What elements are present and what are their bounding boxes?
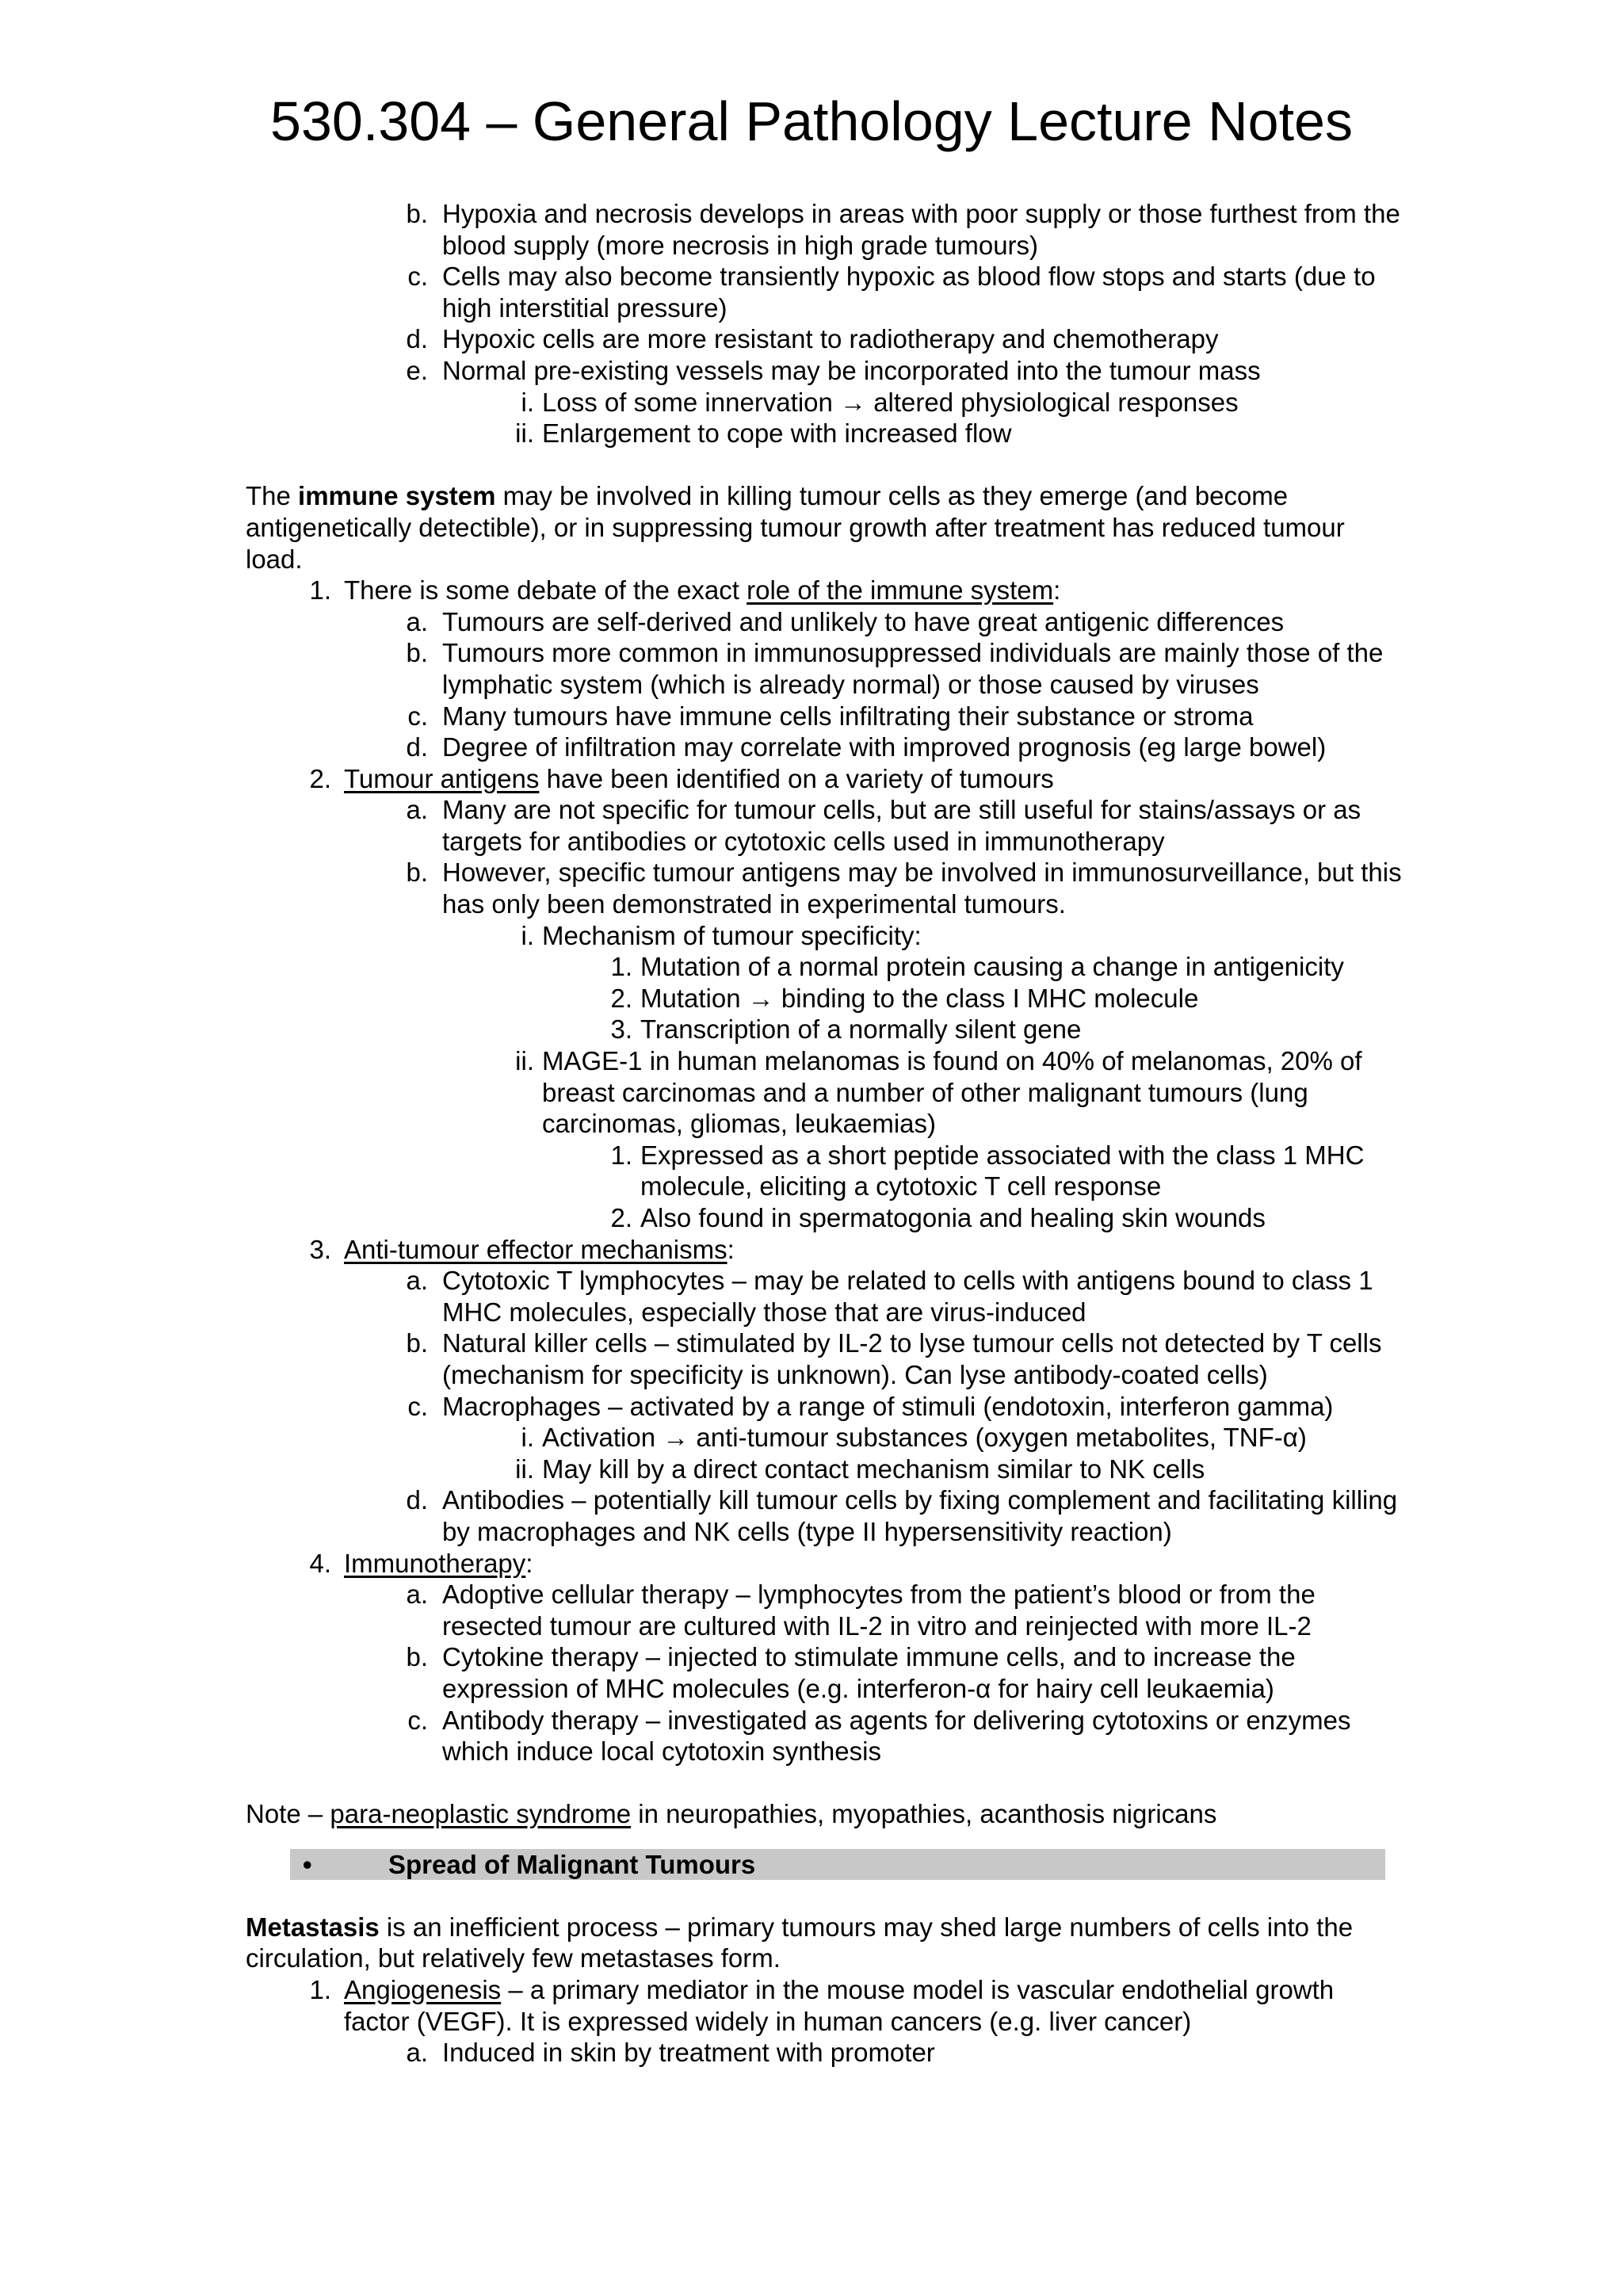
immune-intro-paragraph: The immune system may be involved in killing tumour cells as they emerge (and become antigenetically detectible), or in suppressing tumour growth after treatment has reduced tumour load. xyxy=(246,481,1345,574)
list-item: ii. MAGE-1 in human melanomas is found on 40% of melanomas, 20% of breast carcinomas and a number of other malignant tumours (lung carcinomas, gliomas, leukaemias) xyxy=(515,1046,1362,1139)
section-heading-bar xyxy=(290,1849,1385,1880)
list-item: b. Tumours more common in immunosuppressed individuals are mainly those of the lymphatic system (which is already normal) or those caused by viruses xyxy=(406,638,1384,699)
list-item: d. Degree of infiltration may correlate with improved prognosis (eg large bowel) xyxy=(406,732,1327,762)
note-paragraph: Note – para-neoplastic syndrome in neuropathies, myopathies, acanthosis nigricans xyxy=(246,1799,1217,1829)
list-item: 3. Anti-tumour effector mechanisms: xyxy=(309,1234,735,1264)
list-item: 4. Immunotherapy: xyxy=(309,1548,533,1578)
metastasis-paragraph: Metastasis is an inefficient process – primary tumours may shed large numbers of cells into the circulation, but relatively few metastases form. xyxy=(246,1912,1354,1973)
list-item: i. Loss of some innervation → altered physiological responses xyxy=(521,387,1239,417)
list-item: b. However, specific tumour antigens may be involved in immunosurveillance, but this has only been demonstrated in experimental tumours. xyxy=(406,858,1402,919)
list-item: a. Tumours are self-derived and unlikely to have great antigenic differences xyxy=(406,606,1285,636)
list-item: c. Macrophages – activated by a range of stimuli (endotoxin, interferon gamma) xyxy=(407,1391,1334,1421)
list-item: 1. Expressed as a short peptide associated with the class 1 MHC molecule, eliciting a cytotoxic T cell response xyxy=(610,1140,1365,1201)
list-item: c. Cells may also become transiently hypoxic as blood flow stops and starts (due to high interstitial pressure) xyxy=(407,262,1376,323)
list-item: 1. Angiogenesis – a primary mediator in the mouse model is vascular endothelial growth factor (VEGF). It is expressed widely in human cancers (e.g. liver cancer) xyxy=(309,1975,1335,2036)
list-item: d. Hypoxic cells are more resistant to radiotherapy and chemotherapy xyxy=(406,324,1219,354)
list-item: e. Normal pre-existing vessels may be incorporated into the tumour mass xyxy=(406,355,1261,385)
list-item: c. Many tumours have immune cells infiltrating their substance or stroma xyxy=(407,701,1254,731)
list-item: b. Natural killer cells – stimulated by IL-2 to lyse tumour cells not detected by T cells (mechanism for specificity is unknown). Can lyse antibody-coated cells) xyxy=(406,1328,1382,1389)
list-item: c. Antibody therapy – investigated as agents for delivering cytotoxins or enzymes which induce local cytotoxin synthesis xyxy=(407,1705,1351,1767)
list-item: d. Antibodies – potentially kill tumour cells by fixing complement and facilitating killing by macrophages and NK cells (type II hypersensitivity reaction) xyxy=(406,1485,1398,1546)
list-item: a. Induced in skin by treatment with promoter xyxy=(406,2038,935,2068)
list-item: a. Cytotoxic T lymphocytes – may be related to cells with antigens bound to class 1 MHC molecules, especially those that are virus-induced xyxy=(406,1266,1373,1327)
list-item: 2. Mutation → binding to the class I MHC molecule xyxy=(610,983,1199,1013)
list-item: i. Mechanism of tumour specificity: xyxy=(521,920,922,950)
section-heading: Spread of Malignant Tumours xyxy=(388,1849,756,1879)
list-item: 1. There is some debate of the exact role of the immune system: xyxy=(309,575,1061,606)
list-item: 3. Transcription of a normally silent gene xyxy=(610,1014,1082,1045)
page-title: 530.304 – General Pathology Lecture Notes xyxy=(270,90,1353,152)
list-item: b. Hypoxia and necrosis develops in areas with poor supply or those furthest from the blood supply (more necrosis in high grade tumours) xyxy=(406,199,1400,260)
list-item: 2. Tumour antigens have been identified on a variety of tumours xyxy=(309,763,1054,793)
list-item: i. Activation → anti-tumour substances (oxygen metabolites, TNF-α) xyxy=(521,1423,1307,1453)
list-item: ii. Enlargement to cope with increased flow xyxy=(515,418,1012,449)
list-item: 1. Mutation of a normal protein causing a change in antigenicity xyxy=(610,952,1344,982)
document-body xyxy=(246,198,1403,2069)
list-item: a. Many are not specific for tumour cells, but are still useful for stains/assays or as targets for antibodies or cytotoxic cells used in immunotherapy xyxy=(406,795,1361,856)
list-item: a. Adoptive cellular therapy – lymphocytes from the patient’s blood or from the resected tumour are cultured with IL-2 in vitro and reinjected with more IL-2 xyxy=(406,1580,1316,1641)
bullet-icon: • xyxy=(303,1849,312,1879)
list-item: 2. Also found in spermatogonia and healing skin wounds xyxy=(610,1203,1266,1232)
list-item: b. Cytokine therapy – injected to stimulate immune cells, and to increase the expression of MHC molecules (e.g. interferon-α for hairy cell leukaemia) xyxy=(406,1642,1296,1703)
list-item: ii. May kill by a direct contact mechanism similar to NK cells xyxy=(515,1454,1205,1484)
